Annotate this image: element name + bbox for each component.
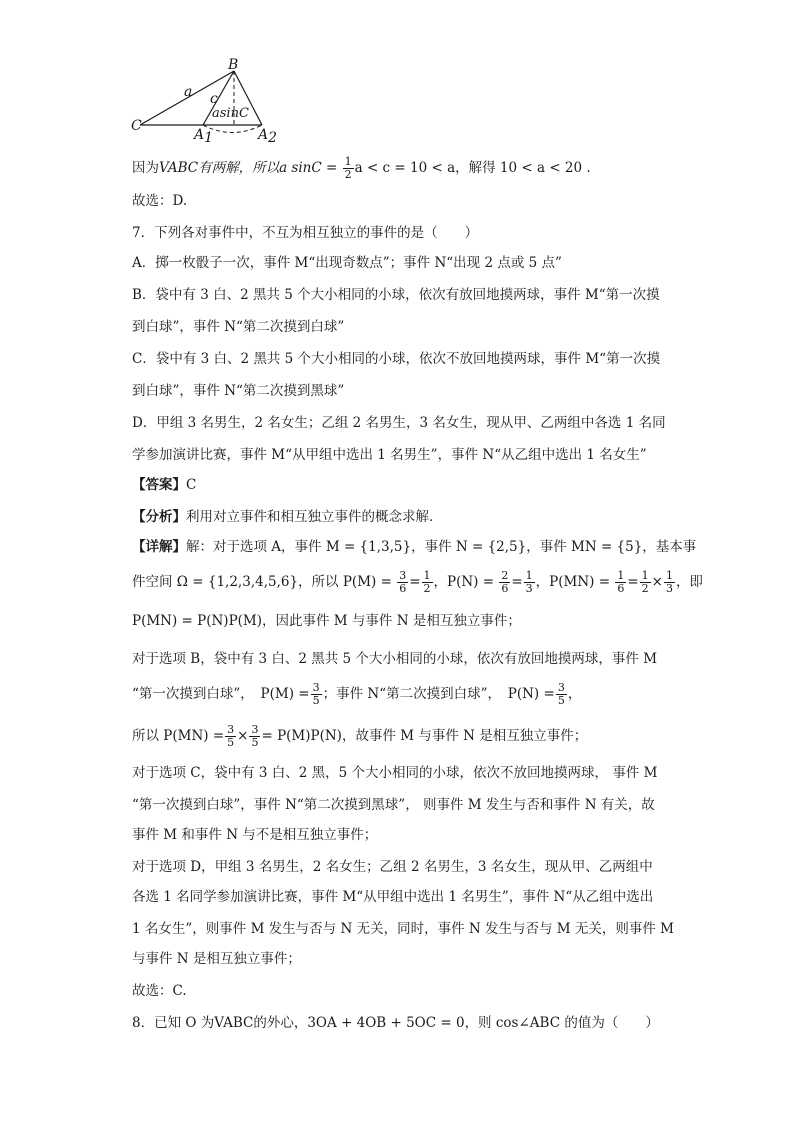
detail-line-2: 件空间 Ω = {1,2,3,4,5,6}，所以 P(M) = $\frac{3}{6}$ = $\frac{1}{2}$ ，P(N) = $\frac{2}{6}$ = $\frac{1}{3}$ ，P(MN) = $\frac{1}{6}$ = $\frac{1}{2}$ × $\frac{1}{3}$ ，即 <box>132 569 703 595</box>
triangle-diagram <box>128 58 288 146</box>
label-A2: A2 <box>258 127 278 146</box>
answer-line <box>132 476 196 494</box>
answer-value: C <box>186 477 197 493</box>
detail-line-8: “第一次摸到白球”，事件 N“第二次摸到黑球”， 则事件 M 发生与否和事件 N 有关，故 <box>132 797 655 813</box>
question-7: 7．下列各对事件中，不互为相互独立的事件的是（ ） <box>132 225 479 241</box>
detail-line-7: 对于选项 C，袋中有 3 白、2 黑，5 个大小相同的小球，依次不放回地摸两球， 事件 M <box>132 765 658 781</box>
option-b-line2: 到白球”，事件 N“第二次摸到白球” <box>132 319 345 335</box>
triangle-figure <box>128 58 288 146</box>
detail-line-5: “第一次摸到白球”， P(M) = $\frac{3}{5}$ ；事件 N“第二次摸到白球”， P(N) = $\frac{3}{5}$ ， <box>132 681 582 707</box>
fraction: $\frac{1}{2}$ <box>344 155 352 181</box>
detail-tag: 【详解】 <box>132 539 186 555</box>
question-8: 8．已知 O 为VABC的外心，3OA + 4OB + 5OC = 0，则 cos∠ABC 的值为（ ） <box>132 1015 659 1031</box>
detail-line-3: P(MN) = P(N)P(M)，因此事件 M 与事件 N 是相互独立事件； <box>132 613 521 629</box>
label-C: C <box>131 118 142 134</box>
label-c: c <box>210 91 218 107</box>
detail-line-12: 1 名女生”，则事件 M 发生与否与 N 无关，同时，事件 N 发生与否与 M 无关，则事件 M <box>132 921 674 937</box>
detail-line-6: 所以 P(MN) = $\frac{3}{5}$ × $\frac{3}{5}$ = P(M)P(N)，故事件 M 与事件 N 是相互独立事件； <box>132 723 588 749</box>
option-d-line1: D．甲组 3 名男生，2 名女生；乙组 2 名男生，3 名女生，现从甲、乙两组中各选 1 名同 <box>132 415 666 431</box>
option-b-line1: B．袋中有 3 白、2 黑共 5 个大小相同的小球，依次有放回地摸两球，事件 M“第一次摸 <box>132 287 660 303</box>
option-c-line1: C．袋中有 3 白、2 黑共 5 个大小相同的小球，依次不放回地摸两球，事件 M“第一次摸 <box>132 351 661 367</box>
label-a: a <box>184 84 193 100</box>
line-solution-6: 因为VABC有两解，所以a sinC = $\frac{1}{2}$ a < c = 10 < a，解得 10 < a < 20 . <box>132 155 591 181</box>
label-B: B <box>228 58 239 73</box>
answer-tag: 【答案】 <box>132 477 186 493</box>
detail-line-9: 事件 M 和事件 N 与不是相互独立事件； <box>132 827 378 843</box>
detail-line-14: 故选：C. <box>132 983 187 999</box>
option-c-line2: 到白球”，事件 N“第二次摸到黑球” <box>132 383 345 399</box>
analysis-line: 【分析】利用对立事件和相互独立事件的概念求解． <box>132 509 443 525</box>
detail-line-1: 【详解】解：对于选项 A，事件 M = {1,3,5}，事件 N = {2,5}，事件 MN = {5}，基本事 <box>132 539 697 555</box>
detail-line-4: 对于选项 B，袋中有 3 白、2 黑共 5 个大小相同的小球，依次有放回地摸两球，事件 M <box>132 651 658 667</box>
option-a: A．掷一枚骰子一次，事件 M“出现奇数点”；事件 N“出现 2 点或 5 点” <box>132 255 562 271</box>
analysis-tag: 【分析】 <box>132 509 186 525</box>
line-answer-6: 故选：D. <box>132 193 188 209</box>
label-A1: A1 <box>194 127 214 146</box>
detail-line-13: 与事件 N 是相互独立事件； <box>132 951 301 967</box>
detail-line-10: 对于选项 D，甲组 3 名男生，2 名女生；乙组 2 名男生，3 名女生，现从甲、乙两组中 <box>132 859 653 875</box>
detail-line-11: 各选 1 名同学参加演讲比赛，事件 M“从甲组中选出 1 名男生”，事件 N“从乙组中选出 <box>132 889 654 905</box>
option-d-line2: 学参加演讲比赛，事件 M“从甲组中选出 1 名男生”，事件 N“从乙组中选出 1 名女生” <box>132 447 647 463</box>
label-asinC: asinC <box>212 106 249 121</box>
